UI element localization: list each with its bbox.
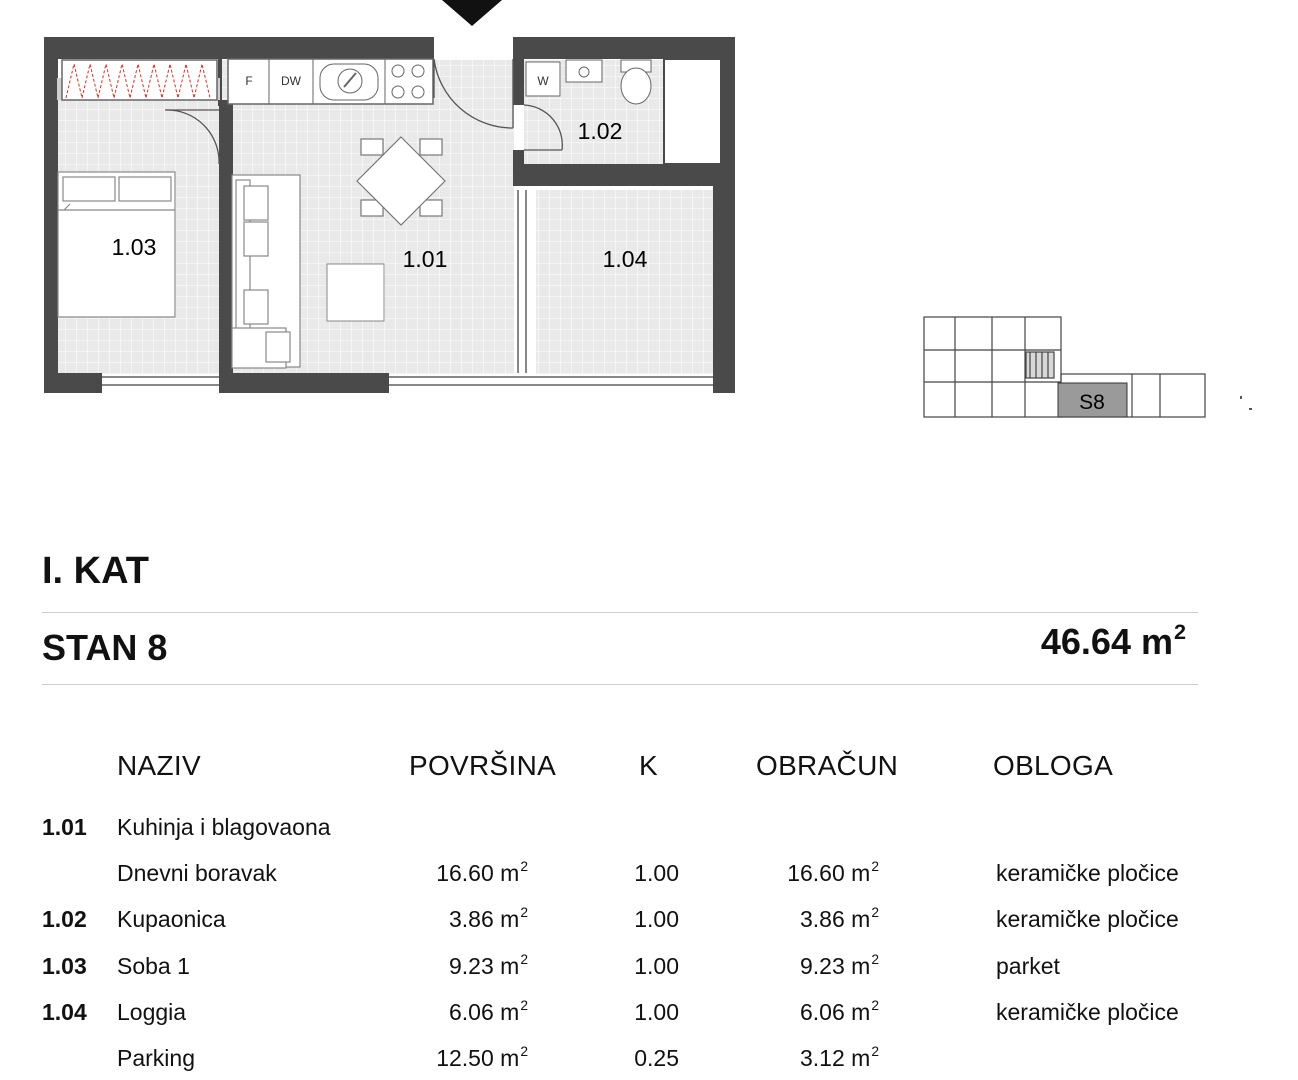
- row-code: [42, 1001, 87, 1024]
- row-calc-value: 9.23 m: [799, 953, 871, 979]
- apartment-area: [1040, 618, 1186, 662]
- row-area-value: 3.86 m: [448, 906, 520, 932]
- row-area-value: 9.23 m: [448, 953, 520, 979]
- key-plan-label: S8: [1079, 391, 1105, 414]
- row-k: [634, 862, 679, 885]
- unit-exponent: 2: [520, 859, 528, 875]
- floor-title: I. KAT: [42, 550, 149, 592]
- washbasin-icon: [566, 60, 602, 82]
- row-name-value: Soba 1: [117, 953, 190, 979]
- row-name-value: Dnevni boravak: [117, 860, 277, 886]
- row-k: [634, 908, 679, 931]
- row-calc: [799, 905, 879, 932]
- row-k-value: 1.00: [634, 860, 679, 886]
- unit-exponent: 2: [520, 952, 528, 968]
- row-calc: [787, 859, 879, 886]
- row-finish-value: keramičke pločice: [996, 860, 1179, 886]
- north-icon: [1240, 396, 1252, 410]
- column-header-naziv: NAZIV: [117, 750, 201, 781]
- unit-exponent: 2: [520, 998, 528, 1014]
- row-code-value: 1.03: [42, 953, 87, 979]
- row-k-value: 1.00: [634, 999, 679, 1025]
- unit-exponent: 2: [871, 998, 879, 1014]
- row-name: [117, 955, 190, 978]
- room-label-1-03: 1.03: [111, 234, 157, 260]
- row-k-value: 1.00: [634, 953, 679, 979]
- row-calc: [799, 998, 879, 1025]
- row-area: [436, 859, 528, 886]
- row-name: [117, 862, 277, 885]
- washer-label: W: [537, 74, 549, 88]
- row-name-value: Kupaonica: [117, 906, 226, 932]
- row-area: [448, 905, 528, 932]
- row-calc-value: 3.12 m: [799, 1045, 871, 1071]
- row-area: [448, 952, 528, 979]
- column-header-k: K: [639, 750, 658, 781]
- unit-exponent: 2: [871, 905, 879, 921]
- floor-plan: [0, 0, 1298, 520]
- row-name: [117, 816, 331, 839]
- apartment-area-value: 46.64 m: [1040, 621, 1173, 662]
- row-finish: [996, 862, 1179, 885]
- column-header-obloga: OBLOGA: [993, 750, 1114, 781]
- row-name-value: Loggia: [117, 999, 187, 1025]
- row-area: [436, 1044, 528, 1071]
- apartment-area-exponent: 2: [1173, 618, 1186, 644]
- row-k: [634, 1001, 679, 1024]
- apartment-title: STAN 8: [42, 627, 168, 668]
- divider: [42, 684, 1198, 685]
- coffee-table: [327, 264, 384, 321]
- row-name: [117, 908, 226, 931]
- unit-exponent: 2: [871, 1044, 879, 1060]
- wardrobe: [62, 60, 217, 100]
- column-header-povrsina: POVRŠINA: [409, 750, 557, 781]
- column-header-obracun: OBRAČUN: [756, 750, 899, 781]
- sofa-icon: [232, 175, 300, 368]
- dishwasher-label: DW: [281, 74, 301, 88]
- row-finish-value: parket: [996, 953, 1060, 979]
- row-name-value: Kuhinja i blagovaona: [117, 814, 331, 840]
- row-calc-value: 16.60 m: [787, 860, 871, 886]
- row-area: [448, 998, 528, 1025]
- row-area-value: 6.06 m: [448, 999, 520, 1025]
- entrance-arrow-icon: [442, 0, 502, 26]
- fridge-label: F: [245, 74, 253, 88]
- row-k: [634, 1047, 679, 1070]
- room-label-1-01: 1.01: [402, 246, 448, 272]
- row-finish: [996, 955, 1060, 978]
- row-finish: [996, 1001, 1179, 1024]
- row-calc: [799, 1044, 879, 1071]
- row-k: [634, 955, 679, 978]
- room-label-1-02: 1.02: [577, 118, 623, 144]
- unit-exponent: 2: [520, 1044, 528, 1060]
- row-finish-value: keramičke pločice: [996, 999, 1179, 1025]
- row-k-value: 0.25: [634, 1045, 679, 1071]
- dining-table-icon: [357, 137, 445, 225]
- row-code-value: 1.02: [42, 906, 87, 932]
- room-label-1-04: 1.04: [602, 246, 648, 272]
- room-floor-1-04: [536, 190, 713, 374]
- row-calc: [799, 952, 879, 979]
- row-code-value: 1.04: [42, 999, 87, 1025]
- row-finish-value: keramičke pločice: [996, 906, 1179, 932]
- unit-exponent: 2: [871, 952, 879, 968]
- row-code: [42, 955, 87, 978]
- row-calc-value: 3.86 m: [799, 906, 871, 932]
- unit-exponent: 2: [520, 905, 528, 921]
- row-k-value: 1.00: [634, 906, 679, 932]
- divider: [42, 612, 1198, 613]
- row-name-value: Parking: [117, 1045, 195, 1071]
- row-area-value: 12.50 m: [436, 1045, 520, 1071]
- row-name: [117, 1001, 186, 1024]
- row-code: [42, 908, 87, 931]
- row-area-value: 16.60 m: [436, 860, 520, 886]
- unit-exponent: 2: [871, 859, 879, 875]
- row-calc-value: 6.06 m: [799, 999, 871, 1025]
- row-name: [117, 1047, 195, 1070]
- row-code-value: 1.01: [42, 814, 87, 840]
- row-finish: [996, 908, 1179, 931]
- row-code: [42, 816, 87, 839]
